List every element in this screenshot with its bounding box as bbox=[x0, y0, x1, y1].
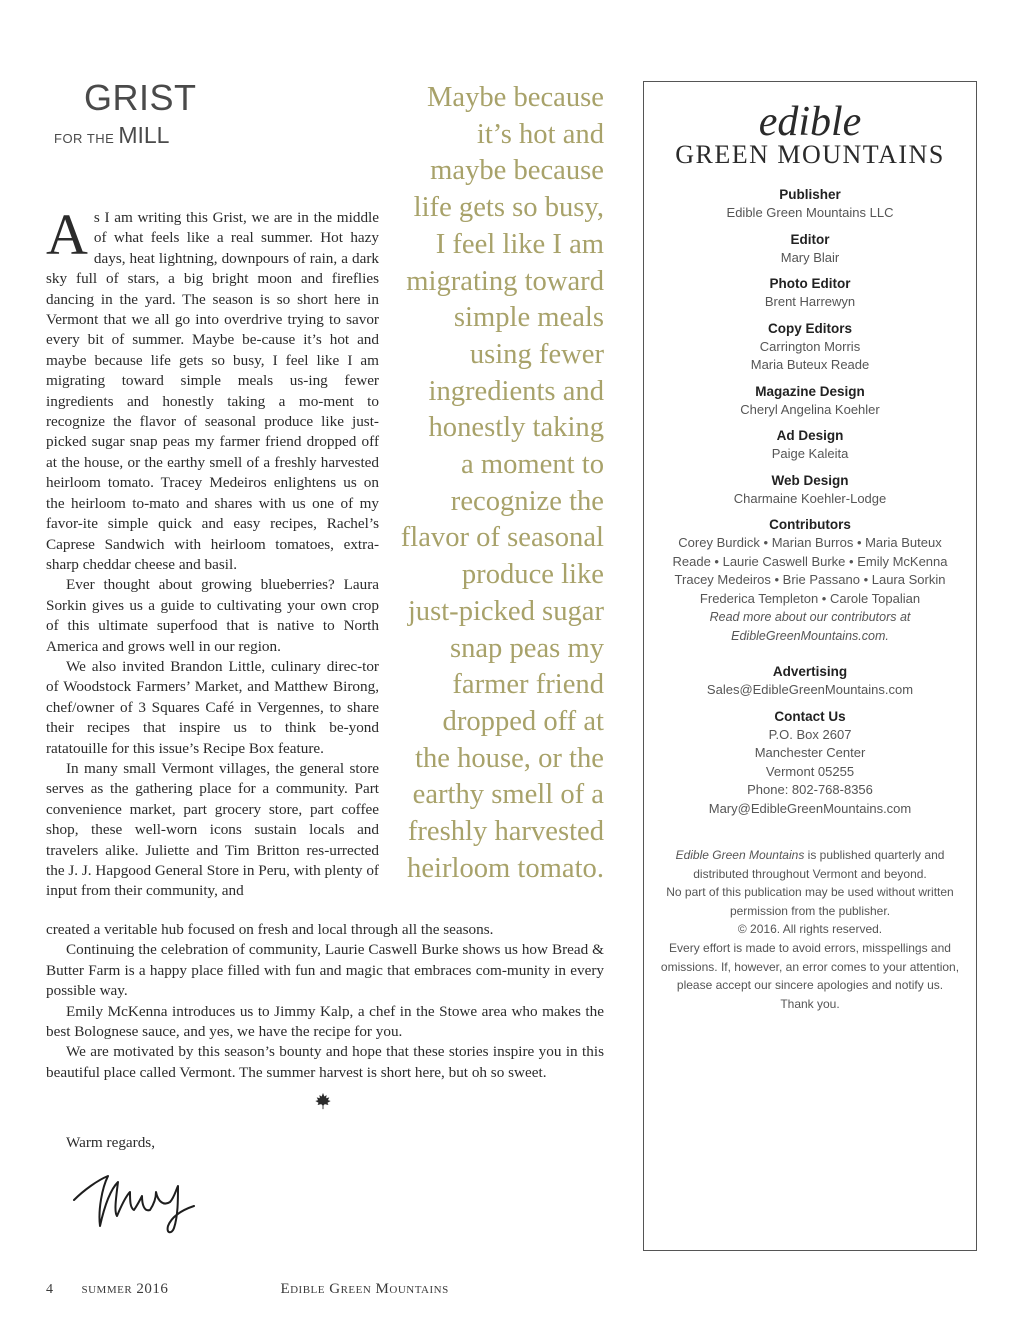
pull-quote-line: it’s hot and bbox=[476, 118, 604, 150]
contact-line: Phone: 802-768-8356 bbox=[747, 782, 873, 797]
contact-role: Contact Us bbox=[774, 708, 846, 724]
credit-name: Tracey Medeiros • Brie Passano • Laura Sorkin bbox=[674, 572, 946, 587]
logo-green-mountains: GREEN MOUNTAINS bbox=[675, 140, 945, 169]
pull-quote-line: produce like bbox=[461, 559, 604, 591]
pull-quote-line: freshly harvested bbox=[407, 816, 604, 848]
disclaimer-publication: Edible Green Mountains bbox=[675, 848, 805, 862]
advertising-role: Advertising bbox=[772, 664, 848, 679]
contributors-note: Read more about our contributors at bbox=[709, 610, 911, 624]
credit-block bbox=[644, 472, 976, 509]
credit-name: Corey Burdick • Marian Burros • Maria Buteux bbox=[678, 535, 942, 550]
handwritten-signature bbox=[70, 1160, 200, 1240]
credit-role: Contributors bbox=[769, 517, 851, 532]
closing-salutation: Warm regards, bbox=[66, 1134, 156, 1151]
credit-block bbox=[644, 427, 976, 464]
pull-quote-line: using fewer bbox=[469, 338, 604, 370]
credit-name: Brent Harrewyn bbox=[764, 294, 856, 309]
advertising-block bbox=[644, 663, 976, 700]
pull-quote-line: migrating toward bbox=[406, 265, 604, 297]
credit-role: Copy Editors bbox=[767, 320, 852, 336]
logo-edible: edible bbox=[758, 99, 862, 145]
article-paragraph-4-continued: created a veritable hub focused on fresh and local through all the seasons. bbox=[46, 921, 494, 938]
contact-line: Vermont 05255 bbox=[765, 763, 855, 779]
disclaimer-line: Every effort is made to avoid errors, misspellings and bbox=[669, 940, 951, 955]
credit-role: Magazine Design bbox=[755, 383, 865, 399]
pull-quote-line: heirloom tomato. bbox=[407, 852, 604, 884]
pull-quote-line: recognize the bbox=[450, 485, 604, 517]
disclaimer-line: distributed throughout Vermont and beyond. bbox=[693, 866, 927, 881]
maple-leaf-icon bbox=[314, 1092, 332, 1110]
article-paragraph-6: Emily McKenna introduces us to Jimmy Kalp, a chef in the Stowe area who makes the best Bolognese sauce, and yes, we have the recipe for you. bbox=[46, 1002, 604, 1041]
disclaimer-line bbox=[644, 846, 976, 865]
credit-name: Frederica Templeton • Carole Topalian bbox=[699, 590, 921, 606]
pull-quote-line: Maybe because bbox=[426, 82, 604, 113]
page-number: 4 bbox=[46, 1282, 54, 1297]
credit-role: Editor bbox=[790, 231, 830, 247]
drop-cap: A bbox=[46, 202, 88, 267]
contact-block bbox=[644, 708, 976, 819]
article-paragraph-2: Ever thought about growing blueberries? Laura Sorkin gives us a guide to cultivating your own crop of this ultimate superfood that is native to North America and grows well in our region. bbox=[46, 576, 379, 655]
contact-line: P.O. Box 2607 bbox=[768, 726, 852, 742]
disclaimer-line: Thank you. bbox=[780, 996, 840, 1011]
pull-quote-line: honestly taking bbox=[428, 412, 604, 444]
masthead-disclaimer bbox=[644, 846, 976, 1013]
disclaimer-line: © 2016. All rights reserved. bbox=[737, 922, 883, 937]
pull-quote-line: ingredients and bbox=[428, 375, 604, 407]
article-paragraph-1-text: s I am writing this Grist, we are in the middle of what feels like a real summer. Hot hazy days, heat lightning, downpours of rain, a dark sky full of stars, a big bright moon and fireflies dancing in the yard. The season is so short here in Vermont that we all go into overdrive trying to savor every bit of summer. Maybe be-cause it’s hot and maybe because life gets so busy, I feel like I am migrating toward simple meals us-ing fewer ingredients and honestly taking a mo-ment to recognize the flavor of seasonal produce like just-picked sugar snap peas my farmer friend dropped off at the house, or the earthy smell of a freshly harvested heirloom tomato. Tracey Medeiros enlightens us on the heirloom to-mato and shares with us one of my favor-ite simple quick and easy recipes, Rachel’s Caprese Sandwich with heirloom tomatoes, extra-sharp cheddar cheese and basil. bbox=[46, 209, 379, 573]
credit-role: Web Design bbox=[771, 472, 849, 488]
pull-quote-line: dropped off at bbox=[442, 705, 604, 737]
disclaimer-line: please accept our sincere apologies and notify us. bbox=[676, 978, 944, 993]
credit-name: Edible Green Mountains LLC bbox=[726, 205, 894, 220]
disclaimer-line: No part of this publication may be used without written bbox=[666, 885, 954, 900]
pull-quote-line: snap peas my bbox=[449, 632, 604, 664]
credit-role: Ad Design bbox=[776, 428, 844, 443]
pull-quote-line: the house, or the bbox=[415, 742, 604, 774]
publication-name: Edible Green Mountains bbox=[280, 1281, 449, 1297]
credit-block bbox=[644, 516, 976, 645]
credit-block bbox=[644, 231, 976, 268]
credit-name: Carrington Morris bbox=[759, 338, 861, 354]
credit-name: Charmaine Koehler-Lodge bbox=[733, 490, 887, 506]
pull-quote-line: I feel like I am bbox=[435, 228, 604, 260]
pull-quote-line: maybe because bbox=[430, 155, 604, 187]
pull-quote-line: just-picked sugar bbox=[407, 595, 604, 627]
pull-quote-line: a moment to bbox=[461, 449, 604, 481]
credit-block bbox=[644, 383, 976, 420]
article-paragraph-7: We are motivated by this season’s bounty and hope that these stories inspire you in this beautiful place called Vermont. The summer harvest is short here, but oh so sweet. bbox=[46, 1043, 604, 1081]
contact-line: Manchester Center bbox=[754, 745, 866, 760]
credit-name: Cheryl Angelina Koehler bbox=[740, 401, 880, 417]
grist-subtitle bbox=[54, 122, 169, 152]
credit-block bbox=[644, 186, 976, 223]
credit-name: Reade • Laurie Caswell Burke • Emily McKenna bbox=[672, 553, 948, 569]
masthead-box bbox=[643, 81, 977, 1251]
pull-quote-line: flavor of seasonal bbox=[400, 522, 604, 554]
credit-role: Photo Editor bbox=[769, 276, 851, 291]
pull-quote-line: simple meals bbox=[453, 302, 604, 334]
pull-quote-line: farmer friend bbox=[452, 669, 604, 701]
disclaimer-line: permission from the publisher. bbox=[729, 903, 891, 918]
grist-subtitle-small: FOR THE bbox=[54, 131, 115, 146]
article-column-narrow bbox=[46, 202, 379, 902]
article-column-wide bbox=[46, 920, 604, 1083]
credit-name: Mary Blair bbox=[780, 249, 840, 265]
contact-line: Mary@EdibleGreenMountains.com bbox=[708, 800, 912, 816]
issue-label: summer 2016 bbox=[81, 1281, 169, 1297]
article-paragraph-5: Continuing the celebration of community, Laurie Caswell Burke shows us how Bread & Butter Farm is a happy place filled with fun and magic that embraces com-munity in every possible way. bbox=[46, 941, 604, 1000]
credit-block bbox=[644, 320, 976, 375]
disclaimer-line: omissions. If, however, an error comes to your attention, bbox=[660, 959, 960, 974]
contributors-link: EdibleGreenMountains.com. bbox=[731, 628, 889, 643]
credit-name: Maria Buteux Reade bbox=[750, 357, 870, 372]
pull-quote bbox=[392, 80, 604, 887]
disclaimer-text: is published quarterly and bbox=[804, 848, 945, 862]
pull-quote-line: life gets so busy, bbox=[413, 192, 604, 224]
pull-quote-line: earthy smell of a bbox=[412, 779, 604, 811]
page-footer bbox=[46, 1281, 449, 1298]
grist-title: GRIST bbox=[84, 77, 197, 118]
credit-role: Publisher bbox=[779, 187, 841, 202]
advertising-email: Sales@EdibleGreenMountains.com bbox=[706, 682, 914, 697]
credit-name: Paige Kaleita bbox=[771, 446, 849, 461]
credit-block bbox=[644, 275, 976, 312]
article-paragraph-4: In many small Vermont villages, the general store serves as the gathering place for a community. Part convenience market, part grocery store, part coffee shop, these well-worn icons sustain locals and travelers alike. Juliette and Tim Britton res-urrected the J. J. Hapgood General Store in Peru, with plenty of input from their community, and bbox=[46, 759, 379, 900]
masthead-credits bbox=[644, 186, 976, 826]
article-paragraph-1 bbox=[46, 202, 379, 575]
grist-subtitle-big: MILL bbox=[118, 122, 170, 148]
article-paragraph-3: We also invited Brandon Little, culinary direc-tor of Woodstock Farmers’ Market, and Matthew Birong, chef/owner of 3 Squares Café in Vergennes, to share their recipes that inspire us to think be-yond ratatouille for this issue’s Recipe Box feature. bbox=[46, 657, 379, 757]
